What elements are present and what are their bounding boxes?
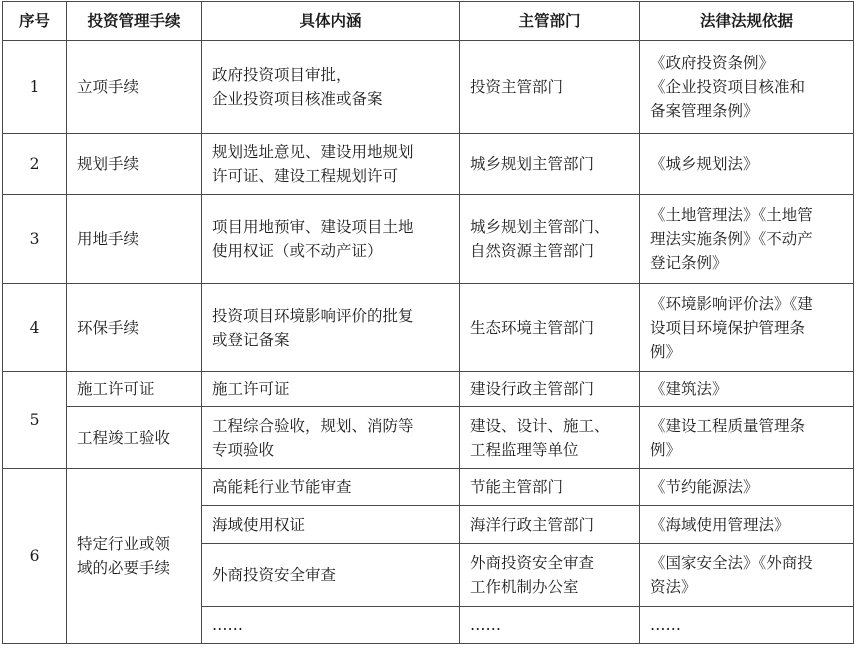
row-dept: 投资主管部门 bbox=[460, 41, 640, 134]
row-dept: 建设行政主管部门 bbox=[460, 372, 640, 407]
header-law: 法律法规依据 bbox=[640, 2, 854, 41]
row-no: 4 bbox=[3, 284, 67, 372]
row-procedure: 用地手续 bbox=[67, 195, 202, 284]
row-no: 3 bbox=[3, 195, 67, 284]
row-procedure: 工程竣工验收 bbox=[67, 407, 202, 469]
row-content: 外商投资安全审查 bbox=[202, 544, 460, 607]
row-procedure: 施工许可证 bbox=[67, 372, 202, 407]
row-law: 《政府投资条例》 《企业投资项目核准和 备案管理条例》 bbox=[640, 41, 854, 134]
row-law: 《建筑法》 bbox=[640, 372, 854, 407]
row-dept: 建设、设计、施工、 工程监理等单位 bbox=[460, 407, 640, 469]
header-no: 序号 bbox=[3, 2, 67, 41]
table-row bbox=[3, 469, 854, 506]
header-dept: 主管部门 bbox=[460, 2, 640, 41]
header-content: 具体内涵 bbox=[202, 2, 460, 41]
table-row bbox=[3, 407, 854, 469]
row-law: 《节约能源法》 bbox=[640, 469, 854, 506]
row-content: 政府投资项目审批， 企业投资项目核准或备案 bbox=[202, 41, 460, 134]
row-content: 施工许可证 bbox=[202, 372, 460, 407]
row-law: 《城乡规划法》 bbox=[640, 134, 854, 195]
row-procedure: 环保手续 bbox=[67, 284, 202, 372]
row-content: 项目用地预审、建设项目土地 使用权证（或不动产证） bbox=[202, 195, 460, 284]
row-content: 规划选址意见、建设用地规划 许可证、建设工程规划许可 bbox=[202, 134, 460, 195]
row-dept: 城乡规划主管部门、 自然资源主管部门 bbox=[460, 195, 640, 284]
row-law: 《海域使用管理法》 bbox=[640, 506, 854, 544]
header-row bbox=[3, 2, 854, 41]
row-content: 高能耗行业节能审查 bbox=[202, 469, 460, 506]
row-law: 《环境影响评价法》《建 设项目环境保护管理条 例》 bbox=[640, 284, 854, 372]
row-no: 6 bbox=[3, 469, 67, 644]
row-dept: 海洋行政主管部门 bbox=[460, 506, 640, 544]
header-procedure: 投资管理手续 bbox=[67, 2, 202, 41]
row-law: …… bbox=[640, 607, 854, 644]
row-dept: 城乡规划主管部门 bbox=[460, 134, 640, 195]
row-content: 工程综合验收，规划、消防等 专项验收 bbox=[202, 407, 460, 469]
row-procedure: 规划手续 bbox=[67, 134, 202, 195]
row-no: 2 bbox=[3, 134, 67, 195]
table-row bbox=[3, 134, 854, 195]
row-procedure: 特定行业或领 域的必要手续 bbox=[67, 469, 202, 644]
row-dept: …… bbox=[460, 607, 640, 644]
table-row bbox=[3, 41, 854, 134]
row-law: 《国家安全法》《外商投 资法》 bbox=[640, 544, 854, 607]
table-row bbox=[3, 284, 854, 372]
row-dept: 生态环境主管部门 bbox=[460, 284, 640, 372]
row-content: 海域使用权证 bbox=[202, 506, 460, 544]
table-row bbox=[3, 195, 854, 284]
row-no: 1 bbox=[3, 41, 67, 134]
investment-procedures-table bbox=[2, 1, 854, 644]
row-content: 投资项目环境影响评价的批复 或登记备案 bbox=[202, 284, 460, 372]
row-dept: 节能主管部门 bbox=[460, 469, 640, 506]
row-procedure: 立项手续 bbox=[67, 41, 202, 134]
row-no: 5 bbox=[3, 372, 67, 469]
table-row bbox=[3, 372, 854, 407]
row-law: 《建设工程质量管理条 例》 bbox=[640, 407, 854, 469]
row-dept: 外商投资安全审查 工作机制办公室 bbox=[460, 544, 640, 607]
row-law: 《土地管理法》《土地管 理法实施条例》《不动产 登记条例》 bbox=[640, 195, 854, 284]
row-content: …… bbox=[202, 607, 460, 644]
